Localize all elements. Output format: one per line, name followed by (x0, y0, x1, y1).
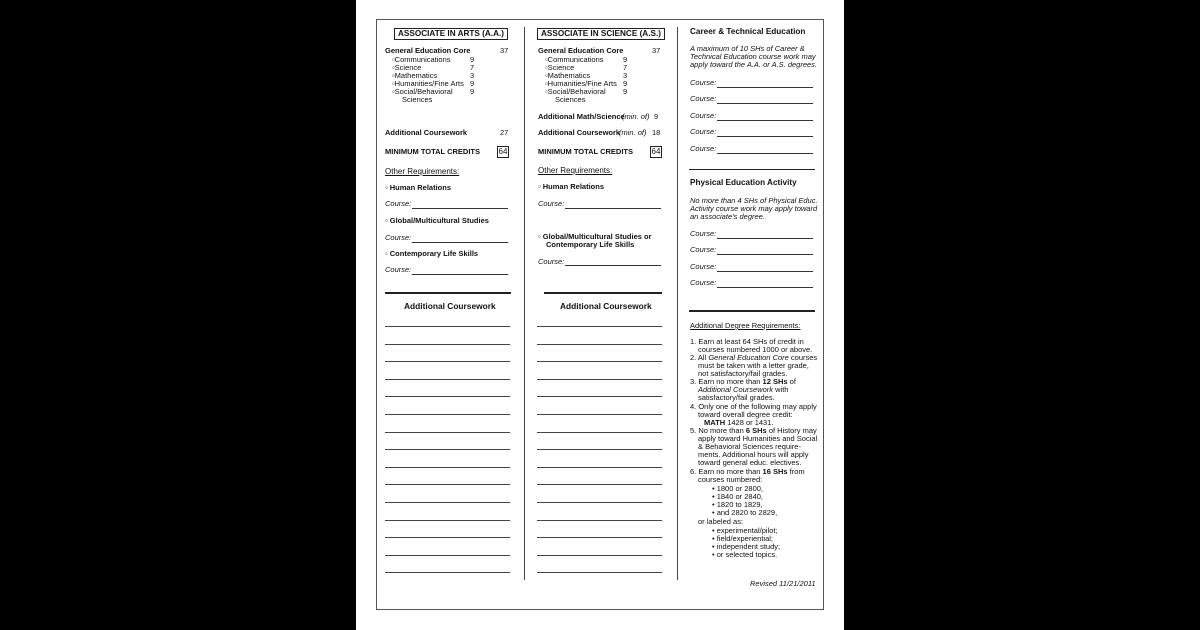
aa-course-label: Course: (385, 199, 412, 208)
adr-line: courses numbered 1000 or above. (698, 345, 813, 354)
coursework-line[interactable] (385, 520, 510, 521)
as-gen-ed-item-cont: Sciences (555, 95, 586, 104)
coursework-line[interactable] (385, 432, 510, 433)
pe-note-line: an associate’s degree. (690, 212, 765, 221)
adr-line: satisfactory/fail grades. (698, 393, 775, 402)
aa-gen-ed-item-value: 3 (470, 71, 475, 80)
as-other-req-label: Other Requirements: (538, 166, 613, 175)
adr-line: ments. Additional hours will apply (698, 450, 809, 459)
as-add-cw-min: (min. of) (619, 128, 647, 137)
course-label: Course: (690, 245, 717, 255)
coursework-line[interactable] (385, 344, 510, 345)
as-min-total-value: 64 (651, 147, 661, 156)
course-label: Course: (690, 278, 717, 288)
aa-gen-ed-item-value: 7 (470, 63, 475, 72)
coursework-line[interactable] (385, 414, 510, 415)
adr-text: 1428 or 1431. (725, 418, 774, 427)
adr-line: must be taken with a letter grade, (698, 361, 809, 370)
as-course-field[interactable] (565, 265, 661, 266)
course-field[interactable] (717, 136, 813, 137)
adr-line: toward general educ. electives. (698, 458, 802, 467)
as-add-math-label: Additional Math/Science (538, 112, 625, 121)
aa-course-label: Course: (385, 233, 412, 242)
adr-line: toward overall degree credit: (698, 410, 793, 419)
aa-add-cw-value: 27 (500, 128, 509, 137)
adr-line: courses numbered: (698, 475, 763, 484)
coursework-line[interactable] (385, 361, 510, 362)
course-field[interactable] (717, 254, 813, 255)
adr-text: with (773, 385, 789, 394)
adr-text: courses (788, 353, 818, 362)
adr-text: of History may (766, 426, 817, 435)
adr-line: 4. Only one of the following may apply (690, 402, 817, 411)
adr-line: not satisfactory/fail grades. (698, 369, 788, 378)
aa-gen-ed-item: ▫Mathematics (392, 71, 438, 80)
coursework-line[interactable] (537, 379, 662, 380)
column-divider (677, 27, 678, 580)
course-label: Course: (690, 110, 717, 120)
aa-other-req-label: Other Requirements: (385, 167, 460, 176)
aa-gen-ed-label: General Education Core (385, 46, 471, 55)
adr-line: & Behavioral Sciences require- (698, 442, 801, 451)
aa-req-human-relations: ▫ Human Relations (385, 183, 452, 192)
coursework-line[interactable] (537, 414, 662, 415)
as-course-label: Course: (538, 257, 565, 266)
adr-bullet: • experimental/pilot; (712, 526, 778, 535)
adr-text: 5. No more than (690, 426, 746, 435)
as-gen-ed-item-value: 9 (623, 55, 628, 64)
section-rule (544, 292, 662, 294)
aa-heading: ASSOCIATE IN ARTS (A.A.) (394, 28, 508, 40)
adr-text: 16 SHs (762, 467, 788, 476)
aa-gen-ed-item-cont: Sciences (402, 95, 433, 104)
section-rule (689, 310, 815, 312)
course-label: Course: (690, 78, 717, 87)
as-gen-ed-item-value: 7 (623, 63, 628, 72)
adr-text: of (787, 377, 796, 386)
adr-bullet: • independent study; (712, 542, 781, 551)
course-label: Course: (690, 261, 717, 271)
adr-text: 3. Earn no more than (690, 377, 763, 386)
aa-gen-ed-item: ▫Social/Behavioral (392, 87, 453, 96)
aa-gen-ed-item-value: 9 (470, 87, 475, 96)
as-gen-ed-item-value: 9 (623, 87, 628, 96)
column-divider (524, 27, 525, 580)
course-field[interactable] (717, 87, 813, 88)
aa-gen-ed-item: ▫Science (392, 63, 422, 72)
adr-text: MATH (704, 418, 726, 427)
adr-bullet: • 1840 or 2840, (712, 492, 763, 501)
adr-title: Additional Degree Requirements: (690, 321, 801, 330)
coursework-line[interactable] (537, 361, 662, 362)
as-heading: ASSOCIATE IN SCIENCE (A.S.) (537, 28, 665, 40)
cte-note-line: Technical Education course work may (690, 52, 816, 61)
adr-text: 6. Earn no more than (690, 467, 763, 476)
as-add-cw-label: Additional Coursework (538, 128, 621, 137)
as-req-human-relations: ▫ Human Relations (538, 182, 605, 191)
aa-gen-ed-item: ▫Communications (392, 55, 451, 64)
course-label: Course: (690, 127, 717, 137)
coursework-line[interactable] (385, 537, 510, 538)
coursework-line[interactable] (537, 484, 662, 485)
as-add-cw-title: Additional Coursework (560, 301, 652, 311)
as-gen-ed-label: General Education Core (538, 46, 624, 55)
adr-bullet: • or selected topics. (712, 550, 778, 559)
aa-gen-ed-value: 37 (500, 46, 509, 55)
adr-text: 6 SHs (745, 426, 767, 435)
coursework-line[interactable] (385, 396, 510, 397)
pe-note-line: No more than 4 SHs of Physical Educ. (690, 196, 818, 205)
course-label: Course: (690, 94, 717, 104)
course-label: Course: (690, 229, 717, 238)
aa-course-field[interactable] (412, 274, 508, 275)
coursework-line[interactable] (385, 572, 510, 573)
coursework-line[interactable] (385, 449, 510, 450)
as-gen-ed-item: ▫Mathematics (545, 71, 591, 80)
coursework-line[interactable] (537, 344, 662, 345)
adr-line: apply toward Humanities and Social (698, 434, 818, 443)
as-req-global-or-life: ▫ Global/Multicultural Studies or (538, 232, 652, 241)
as-min-total-label: MINIMUM TOTAL CREDITS (538, 147, 633, 156)
revised-date: Revised 11/21/2011 (750, 579, 816, 588)
coursework-line[interactable] (385, 379, 510, 380)
aa-min-total-label: MINIMUM TOTAL CREDITS (385, 147, 480, 156)
aa-gen-ed-item: ▫Humanities/Fine Arts (392, 79, 464, 88)
adr-bullet: • 1820 to 1829, (712, 500, 763, 509)
adr-bullet: • 1800 or 2800, (712, 484, 763, 493)
as-gen-ed-value: 37 (652, 46, 661, 55)
as-gen-ed-item: ▫Social/Behavioral (545, 87, 606, 96)
as-course-field[interactable] (565, 208, 661, 209)
coursework-line[interactable] (537, 537, 662, 538)
coursework-line[interactable] (537, 467, 662, 468)
aa-course-field[interactable] (412, 208, 508, 209)
coursework-line[interactable] (537, 555, 662, 556)
as-gen-ed-item-value: 3 (623, 71, 628, 80)
coursework-line[interactable] (537, 572, 662, 573)
cte-note-line: A maximum of 10 SHs of Career & (690, 44, 805, 53)
course-field[interactable] (717, 103, 813, 104)
coursework-line[interactable] (537, 449, 662, 450)
aa-course-label: Course: (385, 265, 412, 274)
course-field[interactable] (717, 271, 813, 272)
as-gen-ed-item: ▫Communications (545, 55, 604, 64)
adr-text: Additional Coursework (698, 385, 774, 394)
adr-line: or labeled as: (698, 517, 744, 526)
pe-title: Physical Education Activity (690, 178, 797, 187)
coursework-line[interactable] (385, 326, 510, 327)
as-gen-ed-item: ▫Humanities/Fine Arts (545, 79, 617, 88)
pe-note-line: Activity course work may apply toward (690, 204, 818, 213)
cte-note-line: apply toward the A.A. or A.S. degrees. (690, 60, 818, 69)
as-req-global-or-life-cont: Contemporary Life Skills (546, 240, 635, 249)
course-label: Course: (690, 143, 717, 153)
aa-min-total-value: 64 (498, 147, 508, 156)
as-add-math-min: (min. of) (622, 112, 650, 121)
aa-req-global-studies: ▫ Global/Multicultural Studies (385, 216, 489, 225)
coursework-line[interactable] (537, 396, 662, 397)
course-field[interactable] (717, 238, 813, 239)
adr-bullet: • and 2820 to 2829, (712, 508, 778, 517)
coursework-line[interactable] (537, 326, 662, 327)
aa-gen-ed-item-value: 9 (470, 79, 475, 88)
as-gen-ed-item-value: 9 (623, 79, 628, 88)
section-rule (385, 292, 511, 294)
section-rule (689, 169, 815, 170)
aa-gen-ed-item-value: 9 (470, 55, 475, 64)
aa-course-field[interactable] (412, 242, 508, 243)
as-course-label: Course: (538, 199, 565, 208)
course-field[interactable] (717, 287, 813, 288)
coursework-line[interactable] (385, 502, 510, 503)
coursework-line[interactable] (537, 502, 662, 503)
document-frame (376, 19, 824, 610)
aa-req-life-skills: ▫ Contemporary Life Skills (385, 249, 479, 258)
coursework-line[interactable] (537, 520, 662, 521)
adr-text: General Education Core (708, 353, 789, 362)
course-field[interactable] (717, 153, 813, 154)
adr-text: from (787, 467, 805, 476)
cte-title: Career & Technical Education (690, 27, 806, 36)
coursework-line[interactable] (537, 432, 662, 433)
aa-add-cw-label: Additional Coursework (385, 128, 468, 137)
coursework-line[interactable] (385, 555, 510, 556)
course-field[interactable] (717, 120, 813, 121)
as-gen-ed-item: ▫Science (545, 63, 575, 72)
adr-bullet: • field/experiential; (712, 534, 773, 543)
adr-text: 12 SHs (762, 377, 788, 386)
as-add-math-value: 9 (654, 112, 659, 121)
as-add-cw-value: 18 (652, 128, 661, 137)
adr-line: 1. Earn at least 64 SHs of credit in (690, 337, 804, 346)
coursework-line[interactable] (385, 484, 510, 485)
adr-text: 2. All (690, 353, 709, 362)
coursework-line[interactable] (385, 467, 510, 468)
aa-add-cw-title: Additional Coursework (404, 301, 496, 311)
